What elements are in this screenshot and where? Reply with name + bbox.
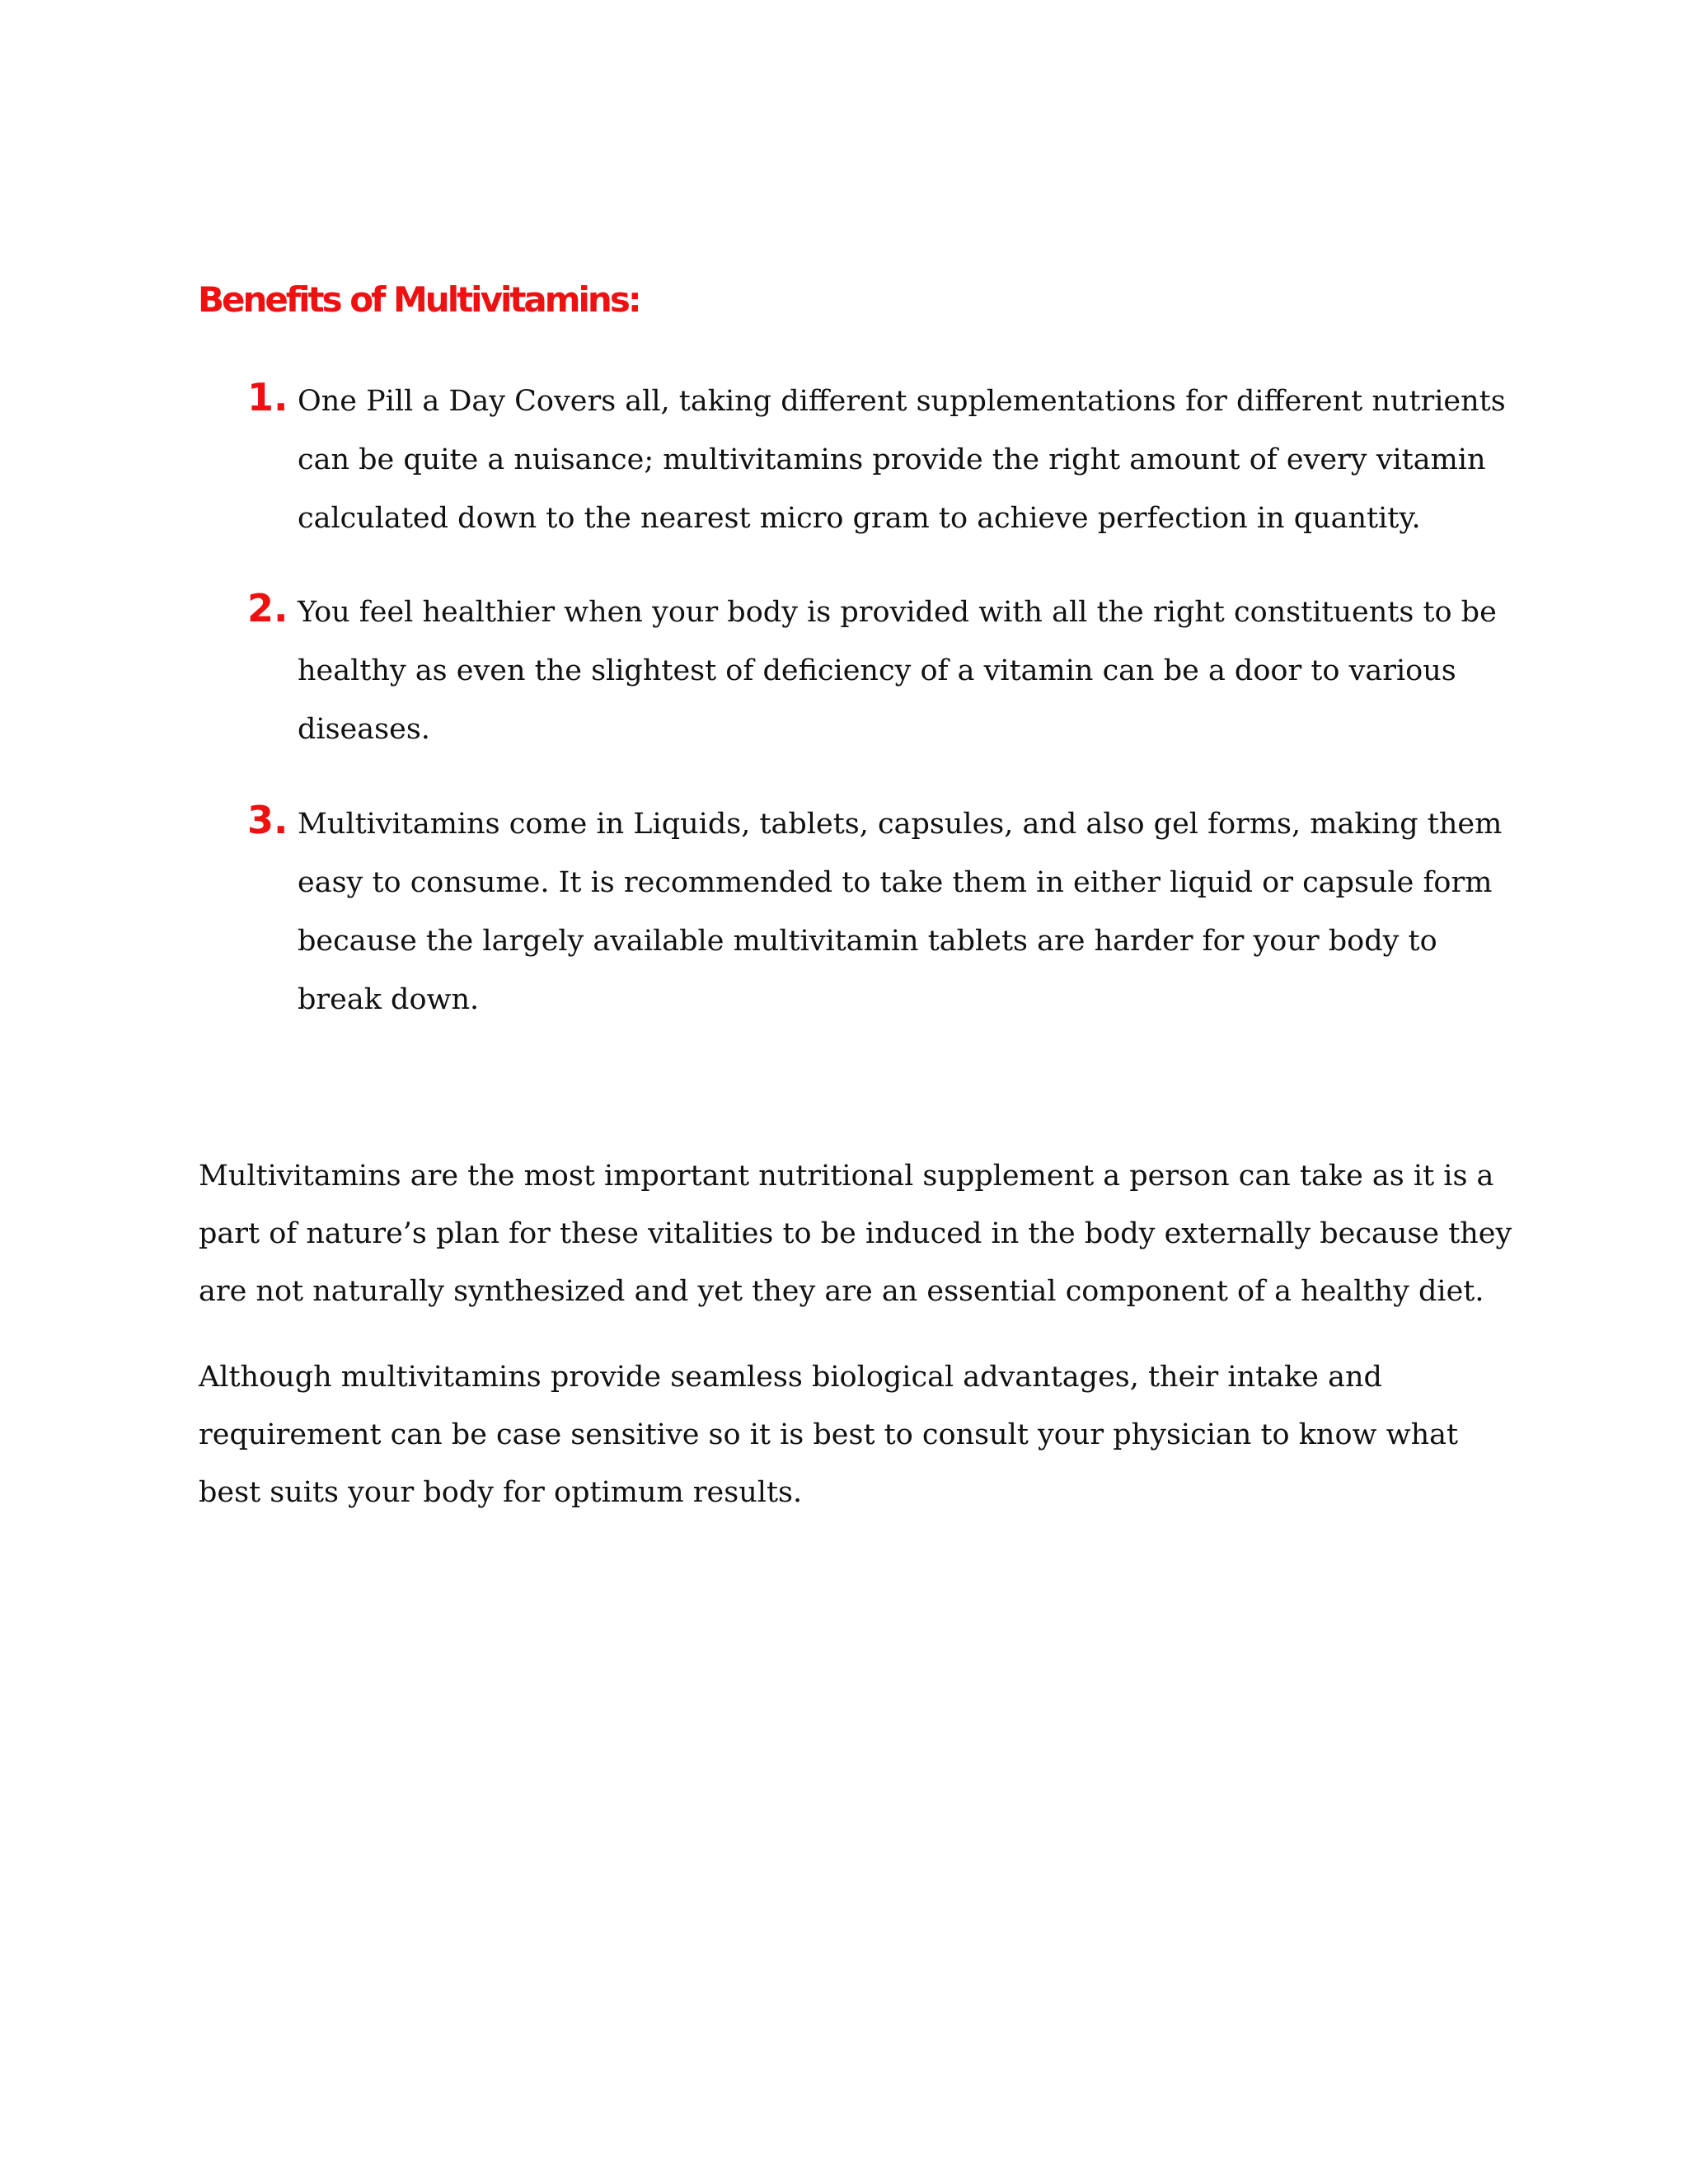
list-item-number: 1.	[247, 375, 288, 419]
page-title: Benefits of Multivitamins:	[198, 279, 640, 320]
body-paragraph: Multivitamins are the most important nutritional supplement a person can take as it is a part of nature’s plan for these vitalities to be induced in the body externally because they are not naturally synthesized and yet they are an essential component of a healthy diet.	[199, 1160, 1512, 1308]
list-item-text: One Pill a Day Covers all, taking different supplementations for different nutrients can be quite a nuisance; multivitamins provide the right amount of every vitamin calculated down to the nearest micro gram to achieve perfection in quantity.	[298, 385, 1506, 535]
body-paragraph: Although multivitamins provide seamless biological advantages, their intake and requirement can be case sensitive so it is best to consult your physician to know what best suits your body for optimum results.	[199, 1361, 1459, 1509]
list-item-number: 2.	[247, 586, 288, 630]
list-item-text: Multivitamins come in Liquids, tablets, capsules, and also gel forms, making them easy to consume. It is recommended to take them in either liquid or capsule form because the largely available multivitamin tablets are harder for your body to break down.	[298, 808, 1503, 1016]
list-item-number: 3.	[247, 798, 288, 842]
list-item-text: You feel healthier when your body is provided with all the right constituents to be healthy as even the slightest of deficiency of a vitamin can be a door to various diseases.	[298, 596, 1497, 746]
